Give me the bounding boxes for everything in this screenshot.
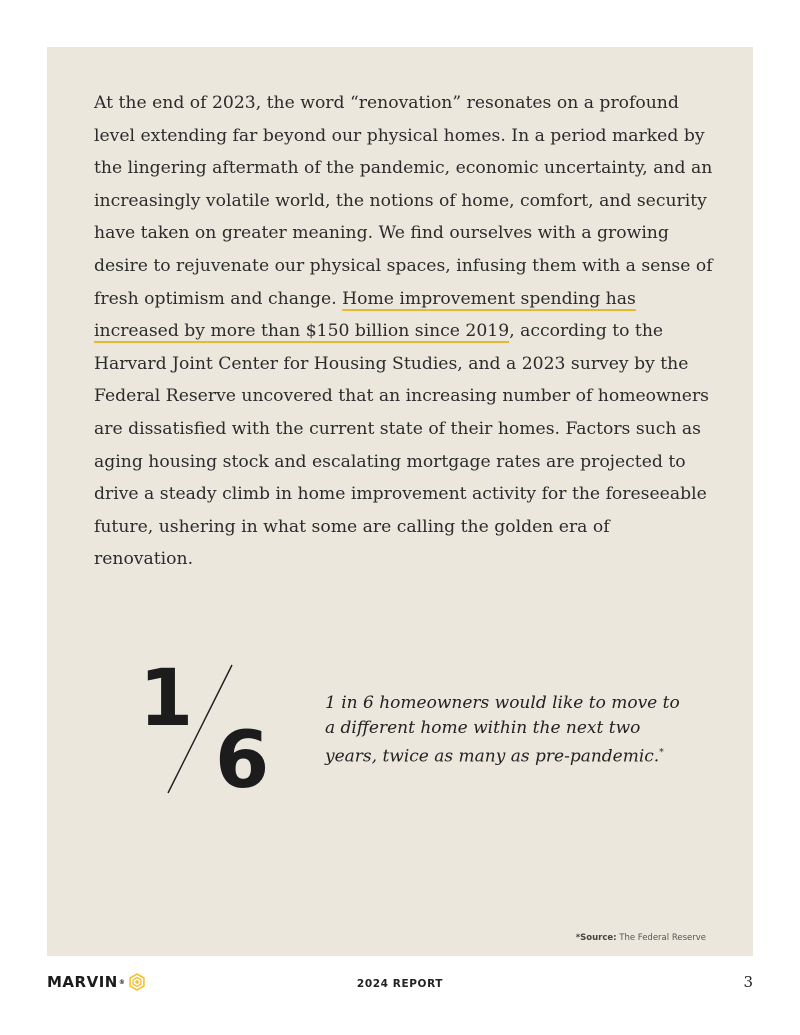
stat-statement <box>325 691 685 770</box>
body-text-part-1: At the end of 2023, the word “renovation” resonates on a profound level extending far beyond our physical homes. In a period marked by the lingering aftermath of the pandemic, economic uncertainty, and an increasingly volatile world, the notions of home, comfort, and security have taken on greater meaning. We find ourselves with a growing desire to rejuvenate our physical spaces, infusing them with a sense of fresh optimism and change. <box>94 93 713 309</box>
spending-link[interactable]: Home improvement spending has increased by more than $150 billion since 2019 <box>94 288 636 342</box>
logo-wordmark: MARVIN <box>47 973 118 991</box>
source-label: *Source: <box>575 933 617 943</box>
body-paragraph <box>94 87 714 576</box>
fraction-graphic <box>139 654 279 806</box>
stat-text: 1 in 6 homeowners would like to move to a different home within the next two years, twice as many as pre-pandemic. <box>325 693 680 767</box>
source-value: The Federal Reserve <box>619 933 706 943</box>
content-panel <box>47 47 753 956</box>
report-label: 2024 REPORT <box>356 978 444 990</box>
source-note <box>576 933 706 943</box>
body-text-part-2: , according to the Harvard Joint Center for Housing Studies, and a 2023 survey by the Federal Reserve uncovered that an increasing number of homeowners are dissatisfied with the current state of their homes. Factors such as aging housing stock and escalating mortgage rates are projected to drive a steady climb in home improvement activity for the foreseeable future, ushering in what some are calling the golden era of renovation. <box>94 321 710 570</box>
page-number: 3 <box>743 973 753 991</box>
fraction-denominator: 6 <box>215 716 270 806</box>
footnote-mark: * <box>659 748 664 758</box>
fraction-numerator: 1 <box>139 654 194 744</box>
trademark-mark: ® <box>118 978 126 986</box>
